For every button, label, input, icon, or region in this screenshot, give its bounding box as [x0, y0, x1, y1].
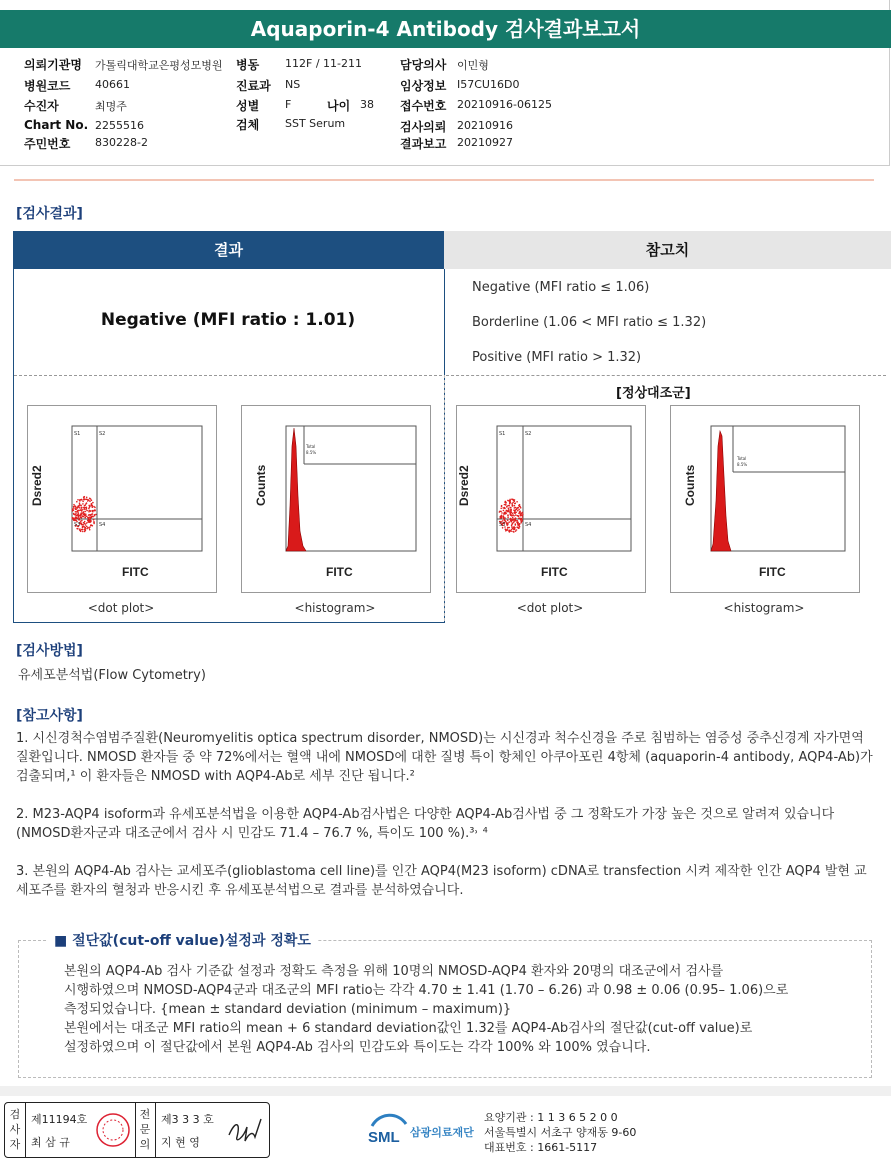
dot-point [82, 531, 84, 533]
dot-point [83, 511, 85, 513]
dot-point [75, 507, 77, 509]
dot-point [83, 499, 85, 501]
cutoff-title: ■ 절단값(cut-off value)설정과 정확도 [48, 930, 317, 950]
dot-point [85, 503, 87, 505]
dot-point [504, 504, 506, 506]
sml-logo-icon [366, 1112, 410, 1148]
dot-point [81, 512, 83, 514]
value-ward: 112F / 11-211 [285, 57, 362, 70]
histogram-peak [286, 428, 306, 551]
dot-point [91, 503, 93, 505]
dot-point [512, 499, 514, 501]
handwritten-signature [225, 1113, 265, 1147]
dot-point [79, 499, 81, 501]
dot-point [85, 509, 87, 511]
value-clinical-info: I57CU16D0 [457, 78, 520, 91]
dot-point [87, 500, 89, 502]
dot-point [516, 509, 518, 511]
dot-point [93, 523, 95, 525]
dot-point [93, 506, 95, 508]
dot-point [84, 505, 86, 507]
header-separator [14, 179, 874, 181]
dot-point [88, 514, 90, 516]
dot-point [504, 517, 506, 519]
dot-point [78, 517, 80, 519]
method-section-title: [검사방법] [16, 643, 83, 659]
dot-point [514, 527, 516, 529]
dot-point [89, 501, 91, 503]
dot-point [86, 497, 88, 499]
reference-header: 참고치 [444, 231, 891, 269]
hist-total: Total [737, 456, 747, 461]
dot-point [508, 500, 510, 502]
label-request-date: 검사의뢰 [400, 120, 447, 134]
dot-point [515, 507, 517, 509]
cutoff-line-5: 설정하였으며 이 절단값에서 본원 AQP4-Ab 검사의 민감도와 특이도는 각각 100% 와 100% 였습니다. [64, 1040, 651, 1055]
dot-point [82, 501, 84, 503]
quad-s4: S4 [525, 522, 532, 528]
dot-point [93, 519, 95, 521]
dot-point [507, 515, 509, 517]
dot-point [515, 514, 517, 516]
dot-point [510, 509, 512, 511]
label-chart-no: Chart No. [24, 118, 89, 132]
sig-divider [25, 1103, 26, 1157]
label-ward: 병동 [236, 58, 260, 72]
dot-point [505, 502, 507, 504]
dot-point [503, 518, 505, 520]
quad-s2: S2 [525, 431, 532, 437]
dot-point [517, 527, 519, 529]
dot-point [84, 529, 86, 531]
dot-point [515, 517, 517, 519]
dot-point [504, 519, 506, 521]
dot-point [94, 510, 96, 512]
dot-point [85, 527, 87, 529]
dot-point [84, 521, 86, 523]
dot-point [82, 529, 84, 531]
dot-point [508, 530, 510, 532]
label-department: 진료과 [236, 79, 271, 93]
control-dot-plot [456, 405, 646, 593]
result-header: 결과 [13, 231, 444, 269]
dot-point [521, 514, 523, 516]
quad-s1: S1 [499, 431, 506, 437]
dot-point [518, 518, 520, 520]
dot-point [521, 518, 523, 520]
control-label: [정상대조군] [616, 386, 691, 401]
dot-point [88, 505, 90, 507]
sig2-name: 지 현 영 [161, 1136, 200, 1149]
dot-point [514, 512, 516, 514]
reference-positive: Positive (MFI ratio > 1.32) [472, 350, 642, 365]
value-receipt-no: 20210916-06125 [457, 98, 552, 111]
dot-point [501, 516, 503, 518]
dot-point [79, 519, 81, 521]
hist-pct: 8.5% [737, 462, 748, 467]
note-1: 1. 시신경척수염범주질환(Neuromyelitis optica spectrum disorder, NMOSD)는 시신경과 척수신경을 주로 침범하는 염증성 중추신경계 자가면역 질환입니다. NMOSD 환자들 중 약 72%에서는 혈액 내에 NMOSD에 대한 질병 특이 항체인 아쿠아포린 4항체 (aquaporin-4 antibody, AQP4-Ab)가 검출되며,¹ 이 환자들은 NMOSD with AQP4-Ab로 세부 진단 됩니다.² [16, 731, 873, 784]
dot-point [505, 503, 507, 505]
dot-xlabel: FITC [541, 565, 568, 579]
dot-point [83, 522, 85, 524]
dot-point [512, 517, 514, 519]
org-info-line-2: 서울특별시 서초구 양재동 9-60 [484, 1126, 637, 1139]
seal-stamp [95, 1112, 131, 1148]
dot-point [85, 499, 87, 501]
dot-point [89, 506, 91, 508]
dot-point [86, 522, 88, 524]
dot-point [75, 516, 77, 518]
dot-point [95, 514, 97, 516]
org-info [484, 1110, 636, 1155]
value-doctor: 이민형 [457, 59, 489, 72]
dot-point [509, 499, 511, 501]
dot-point [505, 528, 507, 530]
dot-point [76, 517, 78, 519]
value-department: NS [285, 78, 301, 91]
dot-point [73, 507, 75, 509]
dot-point [508, 511, 510, 513]
dot-point [508, 521, 510, 523]
result-value: Negative (MFI ratio : 1.01) [100, 310, 356, 330]
dot-point [503, 510, 505, 512]
hist-ylabel: Counts [254, 464, 268, 506]
control-dot-caption: <dot plot> [516, 601, 584, 615]
dot-point [507, 520, 509, 522]
reference-divider [446, 375, 886, 376]
dot-point [91, 513, 93, 515]
dot-point [84, 511, 86, 513]
dot-point [517, 515, 519, 517]
dot-point [84, 531, 86, 533]
value-age: 38 [360, 98, 374, 111]
label-patient: 수진자 [24, 99, 59, 113]
dot-point [78, 505, 80, 507]
hist-pct: 8.5% [306, 450, 317, 455]
value-sex: F [285, 98, 292, 111]
dot-point [81, 524, 83, 526]
dot-point [510, 519, 512, 521]
value-institution: 가톨릭대학교은평성모병원 [95, 59, 223, 72]
dot-point [77, 510, 79, 512]
dot-point [92, 502, 94, 504]
footer-bar [0, 1086, 891, 1096]
dot-point [512, 502, 514, 504]
dot-point [514, 529, 516, 531]
note-3: 3. 본원의 AQP4-Ab 검사는 교세포주(glioblastoma cell line)를 인간 AQP4(M23 isoform) cDNA로 transfection 시켜 제작한 인간 AQP4 발현 교세포주를 환자의 혈청과 반응시킨 후 유세포분석법으로 결과를 분석하였습니다. [16, 864, 867, 898]
dot-point [514, 501, 516, 503]
dot-point [507, 516, 509, 518]
value-specimen: SST Serum [285, 117, 346, 130]
dot-point [512, 514, 514, 516]
dot-point [513, 519, 515, 521]
sig1-name: 최 삼 규 [31, 1136, 70, 1149]
dot-point [513, 521, 515, 523]
dot-point [519, 506, 521, 508]
dot-point [87, 499, 89, 501]
value-chart-no: 2255516 [95, 119, 144, 132]
hist-xlabel: FITC [326, 565, 353, 579]
cutoff-line-1: 본원의 AQP4-Ab 검사 기준값 설정과 정확도 측정을 위해 10명의 NMOSD-AQP4 환자와 20명의 대조군에서 검사를 [64, 964, 724, 979]
dot-point [77, 515, 79, 517]
control-hist-caption: <histogram> [723, 601, 805, 615]
dot-point [84, 513, 86, 515]
dot-point [72, 508, 74, 510]
report-title: Aquaporin-4 Antibody 검사결과보고서 [0, 10, 891, 48]
sig1-number: 제11194호 [31, 1113, 88, 1126]
dot-point [514, 510, 516, 512]
dot-point [76, 528, 78, 530]
label-clinical-info: 임상정보 [400, 79, 447, 93]
dot-point [75, 518, 77, 520]
dot-point [508, 508, 510, 510]
dot-point [517, 510, 519, 512]
dot-point [76, 501, 78, 503]
dot-point [83, 526, 85, 528]
value-patient: 최명주 [95, 100, 127, 113]
dot-point [72, 510, 74, 512]
dot-point [77, 499, 79, 501]
dot-point [517, 523, 519, 525]
quad-s4: S4 [99, 522, 106, 528]
patient-histogram [241, 405, 431, 593]
dot-point [80, 514, 82, 516]
cutoff-line-2: 시행하였으며 NMOSD-AQP4군과 대조군의 MFI ratio는 각각 4.70 ± 1.41 (1.70 – 6.26) 과 0.98 ± 0.06 (0.95– 1.06)으로 [64, 983, 789, 998]
dot-point [87, 517, 89, 519]
dot-point [88, 527, 90, 529]
dot-point [79, 529, 81, 531]
quad-s3: S3 [499, 522, 506, 528]
dot-point [520, 522, 522, 524]
value-report-date: 20210927 [457, 136, 513, 149]
patient-info [24, 52, 884, 162]
sig1-label: 검사자 [9, 1108, 21, 1151]
dot-point [514, 505, 516, 507]
org-info-line-1: 요양기관 : 1 1 3 6 5 2 0 0 [484, 1111, 618, 1124]
label-age: 나이 [327, 99, 351, 113]
org-name: 삼광의료재단 [410, 1126, 474, 1139]
dot-point [86, 510, 88, 512]
dot-point [81, 520, 83, 522]
dot-point [504, 513, 506, 515]
dot-point [518, 528, 520, 530]
dot-point [512, 526, 514, 528]
dot-point [75, 511, 77, 513]
label-receipt-no: 접수번호 [400, 99, 447, 113]
dot-point [81, 499, 83, 501]
dot-ylabel: Dsred2 [457, 465, 471, 506]
dot-point [89, 529, 91, 531]
dot-point [81, 517, 83, 519]
dot-point [502, 507, 504, 509]
dot-point [510, 514, 512, 516]
label-sex: 성별 [236, 99, 260, 113]
dot-point [519, 511, 521, 513]
dot-point [88, 521, 90, 523]
dot-point [90, 520, 92, 522]
dot-point [517, 520, 519, 522]
dot-point [73, 513, 75, 515]
dot-point [81, 522, 83, 524]
dot-point [516, 501, 518, 503]
dot-point [91, 499, 93, 501]
dot-point [92, 505, 94, 507]
signature-box [4, 1102, 270, 1158]
label-institution: 의뢰기관명 [24, 58, 82, 72]
label-specimen: 검체 [236, 118, 260, 132]
dot-ylabel: Dsred2 [30, 465, 44, 506]
dot-point [501, 512, 503, 514]
label-hospital-code: 병원코드 [24, 79, 71, 93]
value-request-date: 20210916 [457, 119, 513, 132]
dot-point [506, 510, 508, 512]
sig2-number: 제3 3 3 호 [161, 1113, 214, 1126]
method-text: 유세포분석법(Flow Cytometry) [18, 668, 206, 683]
dot-point [522, 512, 524, 514]
dot-point [518, 509, 520, 511]
dot-point [92, 506, 94, 508]
dot-point [84, 515, 86, 517]
dot-point [509, 507, 511, 509]
dot-point [507, 522, 509, 524]
dot-point [81, 507, 83, 509]
dot-point [94, 515, 96, 517]
dot-point [80, 505, 82, 507]
dot-point [508, 527, 510, 529]
dot-point [513, 531, 515, 533]
dot-point [501, 506, 503, 508]
dot-point [519, 526, 521, 528]
dot-point [499, 511, 501, 513]
notes-section-title: [참고사항] [16, 708, 83, 724]
dot-point [515, 524, 517, 526]
dot-point [80, 531, 82, 533]
dot-point [80, 509, 82, 511]
dot-point [75, 509, 77, 511]
dot-point [79, 507, 81, 509]
note-2: 2. M23-AQP4 isoform과 유세포분석법을 이용한 AQP4-Ab검사법은 다양한 AQP4-Ab검사법 중 그 정확도가 가장 높은 것으로 알려져 있습니다(NMOSD환자군과 대조군에서 검사 시 민감도 71.4 – 76.7 %, 특이도 100 %).³˒ ⁴ [16, 807, 835, 841]
dot-point [72, 517, 74, 519]
control-divider [444, 375, 445, 621]
dot-point [73, 504, 75, 506]
dot-point [82, 527, 84, 529]
brand-text: SML [368, 1129, 400, 1146]
dot-point [507, 505, 509, 507]
dot-point [93, 521, 95, 523]
dot-point [522, 516, 524, 518]
quad-s3: S3 [74, 522, 81, 528]
dot-point [82, 503, 84, 505]
dot-point [74, 505, 76, 507]
result-section-title: [검사결과] [16, 206, 83, 222]
dot-point [510, 530, 512, 532]
dot-point [86, 528, 88, 530]
dot-point [511, 523, 513, 525]
dot-point [92, 510, 94, 512]
dot-plot-svg [28, 406, 216, 592]
dot-point [92, 516, 94, 518]
result-divider [14, 375, 442, 376]
patient-dot-plot [27, 405, 217, 593]
value-resident-no: 830228-2 [95, 136, 148, 149]
reference-negative: Negative (MFI ratio ≤ 1.06) [472, 280, 650, 295]
cutoff-line-4: 본원에서는 대조군 MFI ratio의 mean + 6 standard deviation값인 1.32를 AQP4-Ab검사의 절단값(cut-off value)로 [64, 1021, 753, 1036]
quad-s2: S2 [99, 431, 106, 437]
dot-point [507, 528, 509, 530]
sig-divider [155, 1103, 156, 1157]
dot-point [509, 503, 511, 505]
hist-total: Total [306, 444, 316, 449]
dot-point [517, 507, 519, 509]
dot-point [89, 516, 91, 518]
dot-point [505, 530, 507, 532]
hist-caption: <histogram> [294, 601, 376, 615]
dot-point [515, 519, 517, 521]
control-histogram-svg [671, 406, 859, 592]
dot-point [77, 512, 79, 514]
dot-xlabel: FITC [122, 565, 149, 579]
dot-point [514, 503, 516, 505]
hist-ylabel: Counts [683, 464, 697, 506]
control-dot-plot-svg [457, 406, 645, 592]
dot-point [520, 507, 522, 509]
dot-point [505, 513, 507, 515]
label-report-date: 결과보고 [400, 137, 447, 151]
sig2-label: 전문의 [139, 1108, 151, 1151]
org-info-line-3: 대표번호 : 1661-5117 [484, 1141, 598, 1154]
dot-point [519, 512, 521, 514]
dot-point [83, 496, 85, 498]
dot-point [507, 527, 509, 529]
dot-point [500, 508, 502, 510]
dot-point [82, 515, 84, 517]
dot-point [84, 516, 86, 518]
reference-borderline: Borderline (1.06 < MFI ratio ≤ 1.32) [472, 315, 707, 330]
quad-s1: S1 [74, 431, 81, 437]
dot-point [90, 524, 92, 526]
dot-point [503, 516, 505, 518]
dot-point [86, 516, 88, 518]
dot-point [84, 508, 86, 510]
dot-point [74, 514, 76, 516]
dot-point [504, 512, 506, 514]
cutoff-text [64, 962, 864, 1057]
sml-logo [366, 1112, 410, 1152]
dot-point [512, 505, 514, 507]
label-resident-no: 주민번호 [24, 137, 71, 151]
control-histogram [670, 405, 860, 593]
dot-point [88, 511, 90, 513]
dot-point [89, 498, 91, 500]
dot-point [516, 529, 518, 531]
cutoff-line-3: 측정되었습니다. {mean ± standard deviation (minimum – maximum)} [64, 1002, 512, 1017]
dot-point [79, 502, 81, 504]
dot-point [522, 514, 524, 516]
value-hospital-code: 40661 [95, 78, 130, 91]
dot-point [86, 507, 88, 509]
hist-xlabel: FITC [759, 565, 786, 579]
histogram-peak [711, 431, 731, 551]
dot-point [500, 511, 502, 513]
dot-point [90, 510, 92, 512]
label-doctor: 담당의사 [400, 58, 447, 72]
sig-divider [135, 1103, 136, 1157]
dot-caption: <dot plot> [87, 601, 155, 615]
histogram-svg [242, 406, 430, 592]
